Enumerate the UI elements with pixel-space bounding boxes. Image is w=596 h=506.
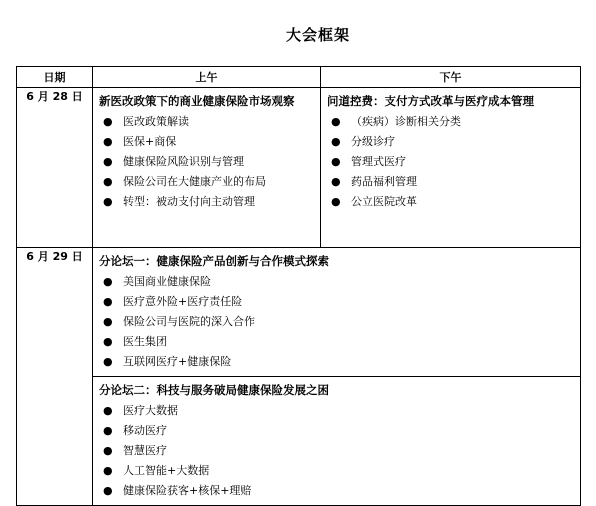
item-text: 公立医院改革 <box>351 195 417 208</box>
item-text: 移动医疗 <box>123 424 167 437</box>
item-text: 医保+商保 <box>123 135 177 148</box>
list-item <box>327 152 574 172</box>
session-items <box>327 112 574 212</box>
day1-pm-session <box>321 88 580 216</box>
item-text: （疾病）诊断相关分类 <box>351 115 461 128</box>
bullet-icon: ● <box>103 424 113 437</box>
list-item <box>99 441 574 461</box>
day1-am-cell <box>93 88 321 248</box>
day1-date: 6 月 28 日 <box>17 88 93 248</box>
item-text: 健康保险获客+核保+理赔 <box>123 484 252 497</box>
item-text: 美国商业健康保险 <box>123 275 211 288</box>
item-text: 保险公司与医院的深入合作 <box>123 315 255 328</box>
bullet-icon: ● <box>103 464 113 477</box>
list-item <box>99 421 574 441</box>
bullet-icon: ● <box>103 484 113 497</box>
day2-row <box>17 248 581 506</box>
list-item <box>99 112 314 132</box>
list-item <box>99 172 314 192</box>
agenda-table <box>16 66 581 506</box>
header-date: 日期 <box>17 67 93 88</box>
bullet-icon: ● <box>103 275 113 288</box>
session-title: 问道控费：支付方式改革与医疗成本管理 <box>327 94 534 108</box>
item-text: 医疗意外险+医疗责任险 <box>123 295 243 308</box>
bullet-icon: ● <box>103 315 113 328</box>
day1-pm-cell <box>321 88 581 248</box>
bullet-icon: ● <box>103 404 113 417</box>
bullet-icon: ● <box>103 444 113 457</box>
header-am: 上午 <box>93 67 321 88</box>
list-item <box>99 132 314 152</box>
list-item <box>327 132 574 152</box>
item-text: 智慧医疗 <box>123 444 167 457</box>
item-text: 互联网医疗+健康保险 <box>123 355 232 368</box>
list-item <box>99 272 574 292</box>
list-item <box>327 112 574 132</box>
forum1-session <box>93 248 580 376</box>
bullet-icon: ● <box>103 175 113 188</box>
list-item <box>327 192 574 212</box>
list-item <box>99 352 574 372</box>
item-text: 药品福利管理 <box>351 175 417 188</box>
list-item <box>99 332 574 352</box>
item-text: 分级诊疗 <box>351 135 395 148</box>
page-title: 大会框架 <box>285 26 350 44</box>
bullet-icon: ● <box>103 115 113 128</box>
bullet-icon: ● <box>103 295 113 308</box>
bullet-icon: ● <box>331 135 341 148</box>
session-items <box>99 401 574 501</box>
session-title: 分论坛一：健康保险产品创新与合作模式探索 <box>99 254 329 268</box>
header-row <box>17 67 581 88</box>
bullet-icon: ● <box>103 155 113 168</box>
session-items <box>99 112 314 212</box>
day1-row <box>17 88 581 248</box>
bullet-icon: ● <box>331 115 341 128</box>
forum2-session <box>93 376 580 505</box>
bullet-icon: ● <box>103 195 113 208</box>
list-item <box>99 461 574 481</box>
session-title: 分论坛二：科技与服务破局健康保险发展之困 <box>99 383 329 397</box>
bullet-icon: ● <box>103 135 113 148</box>
list-item <box>99 292 574 312</box>
item-text: 管理式医疗 <box>351 155 406 168</box>
bullet-icon: ● <box>331 155 341 168</box>
list-item <box>327 172 574 192</box>
header-pm: 下午 <box>321 67 581 88</box>
item-text: 保险公司在大健康产业的布局 <box>123 175 266 188</box>
bullet-icon: ● <box>331 195 341 208</box>
item-text: 健康保险风险识别与管理 <box>123 155 244 168</box>
item-text: 医疗大数据 <box>123 404 178 417</box>
item-text: 医改政策解读 <box>123 115 189 128</box>
list-item <box>99 312 574 332</box>
bullet-icon: ● <box>331 175 341 188</box>
bullet-icon: ● <box>103 355 113 368</box>
list-item <box>99 152 314 172</box>
item-text: 医生集团 <box>123 335 167 348</box>
list-item <box>99 401 574 421</box>
bullet-icon: ● <box>103 335 113 348</box>
list-item <box>99 192 314 212</box>
day1-am-session <box>93 88 320 216</box>
day2-date: 6 月 29 日 <box>17 248 93 506</box>
day2-forums-cell <box>93 248 581 506</box>
item-text: 人工智能+大数据 <box>123 464 210 477</box>
item-text: 转型：被动支付向主动管理 <box>123 195 255 208</box>
session-items <box>99 272 574 372</box>
session-title: 新医改政策下的商业健康保险市场观察 <box>99 94 295 108</box>
list-item <box>99 481 574 501</box>
